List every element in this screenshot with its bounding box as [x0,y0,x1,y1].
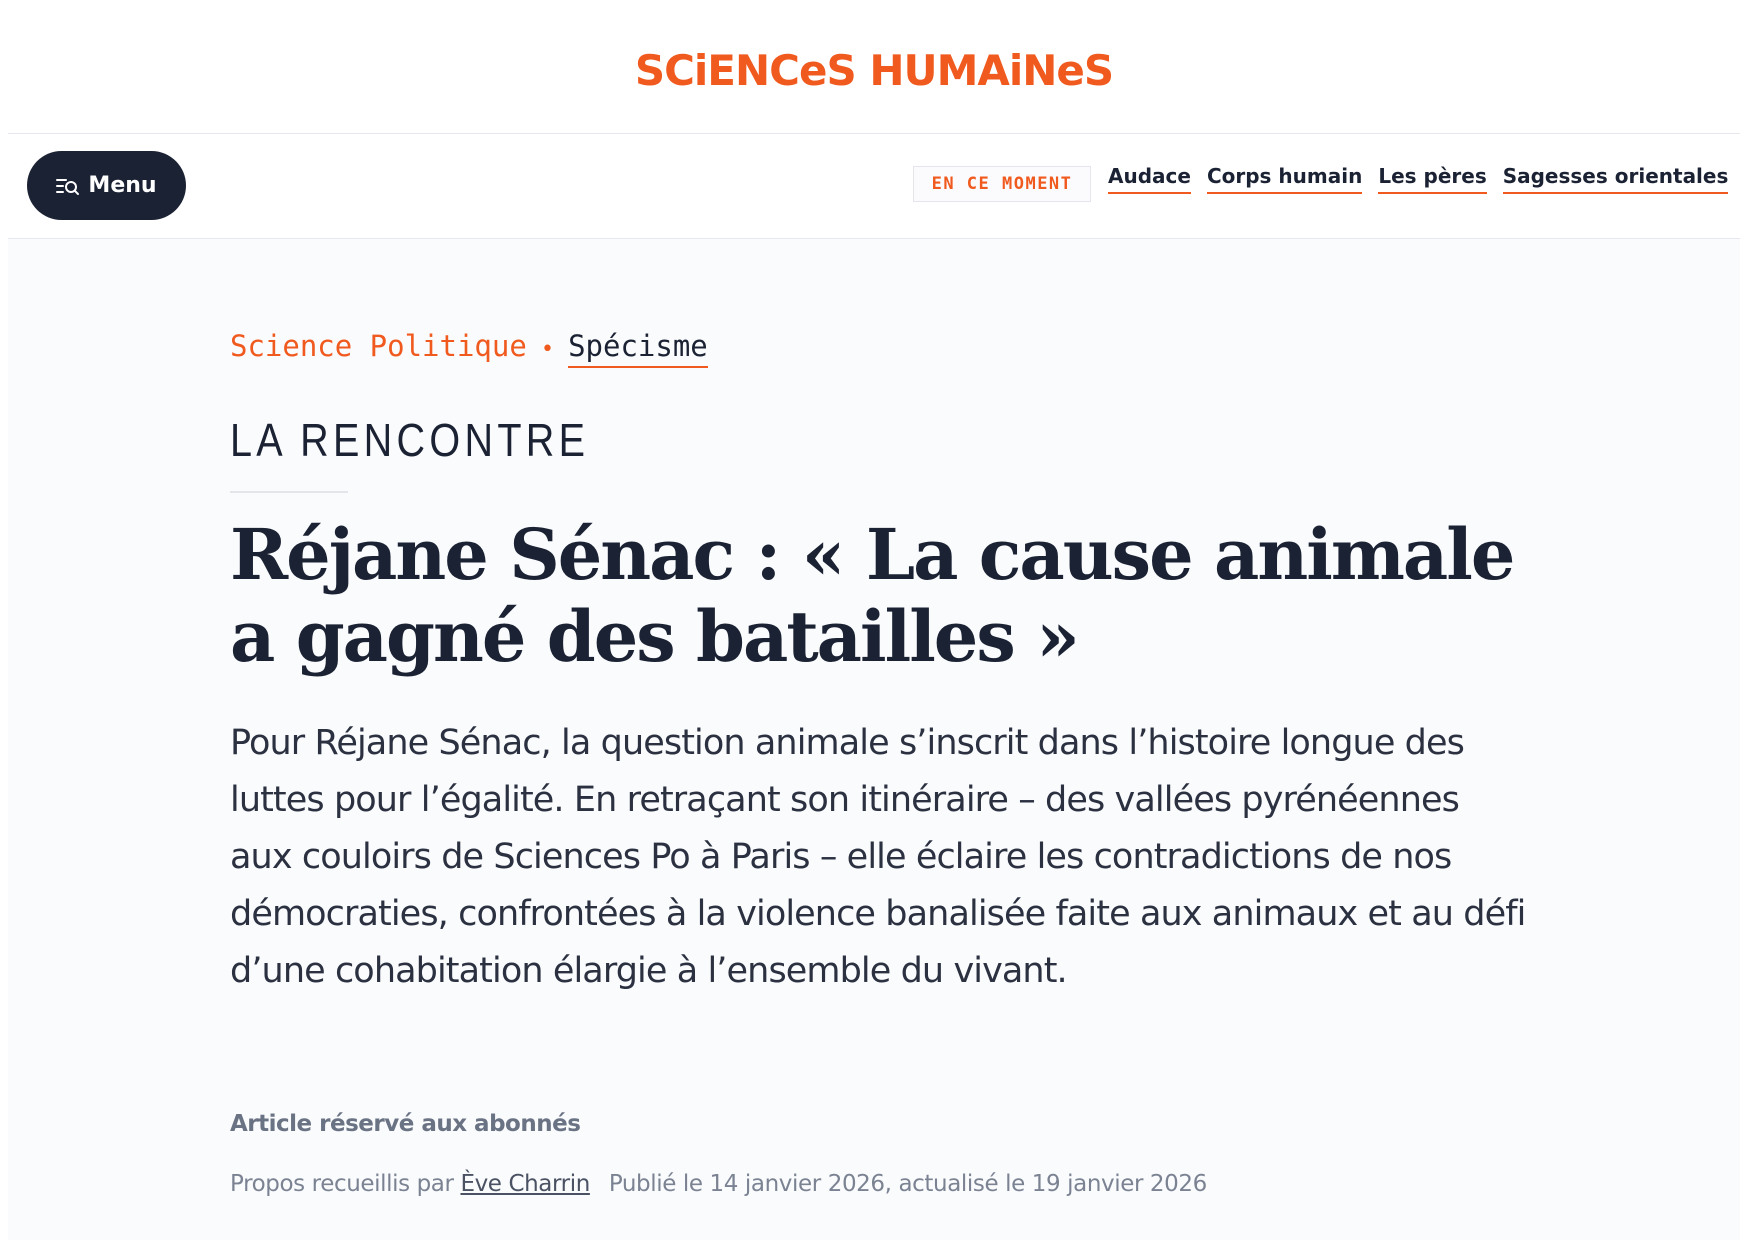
tag-link[interactable]: Spécisme [568,329,708,368]
subscriber-note: Article réservé aux abonnés [230,1111,581,1137]
trending-links [1108,164,1728,194]
en-ce-moment-badge: EN CE MOMENT [913,166,1091,202]
rubric-divider [230,491,348,493]
breadcrumb-separator: • [540,337,555,362]
category-link[interactable]: Science Politique [230,329,527,363]
nav-link-corps-humain[interactable]: Corps humain [1207,164,1362,194]
nav-link-les-peres[interactable]: Les pères [1378,164,1486,194]
menu-search-icon [56,176,80,196]
navbar [8,134,1740,239]
article-title [230,514,1520,678]
byline [230,1171,1207,1197]
menu-button-label: Menu [88,173,157,198]
byline-prefix: Propos recueillis par [230,1171,454,1197]
menu-button[interactable] [27,151,186,220]
publication-date: Publié le 14 janvier 2026, actualisé le 19 janvier 2026 [608,1171,1207,1197]
site-logo[interactable]: SCiENCeS HUMAiNeS [634,46,1114,95]
nav-link-sagesses-orientales[interactable]: Sagesses orientales [1503,164,1729,194]
author-link[interactable]: Ève Charrin [460,1171,590,1197]
nav-link-audace[interactable]: Audace [1108,164,1191,194]
masthead [8,0,1740,134]
rubric-label: LA RENCONTRE [230,414,590,466]
article-title-line-2: a gagné des batailles » [230,595,1078,678]
article-title-line-1: Réjane Sénac : « La cause animale [230,513,1514,596]
article [8,239,1740,1240]
breadcrumb [230,329,708,368]
article-lead: Pour Réjane Sénac, la question animale s’inscrit dans l’histoire longue des luttes pour l’égalité. En retraçant son itinéraire – des vallées pyrénéennes aux couloirs de Sciences Po à Paris – elle éclaire les contradictions de nos démocraties, confrontées à la violence banalisée faite aux animaux et au défi d’une cohabitation élargie à l’ensemble du vivant. [230,723,1526,991]
